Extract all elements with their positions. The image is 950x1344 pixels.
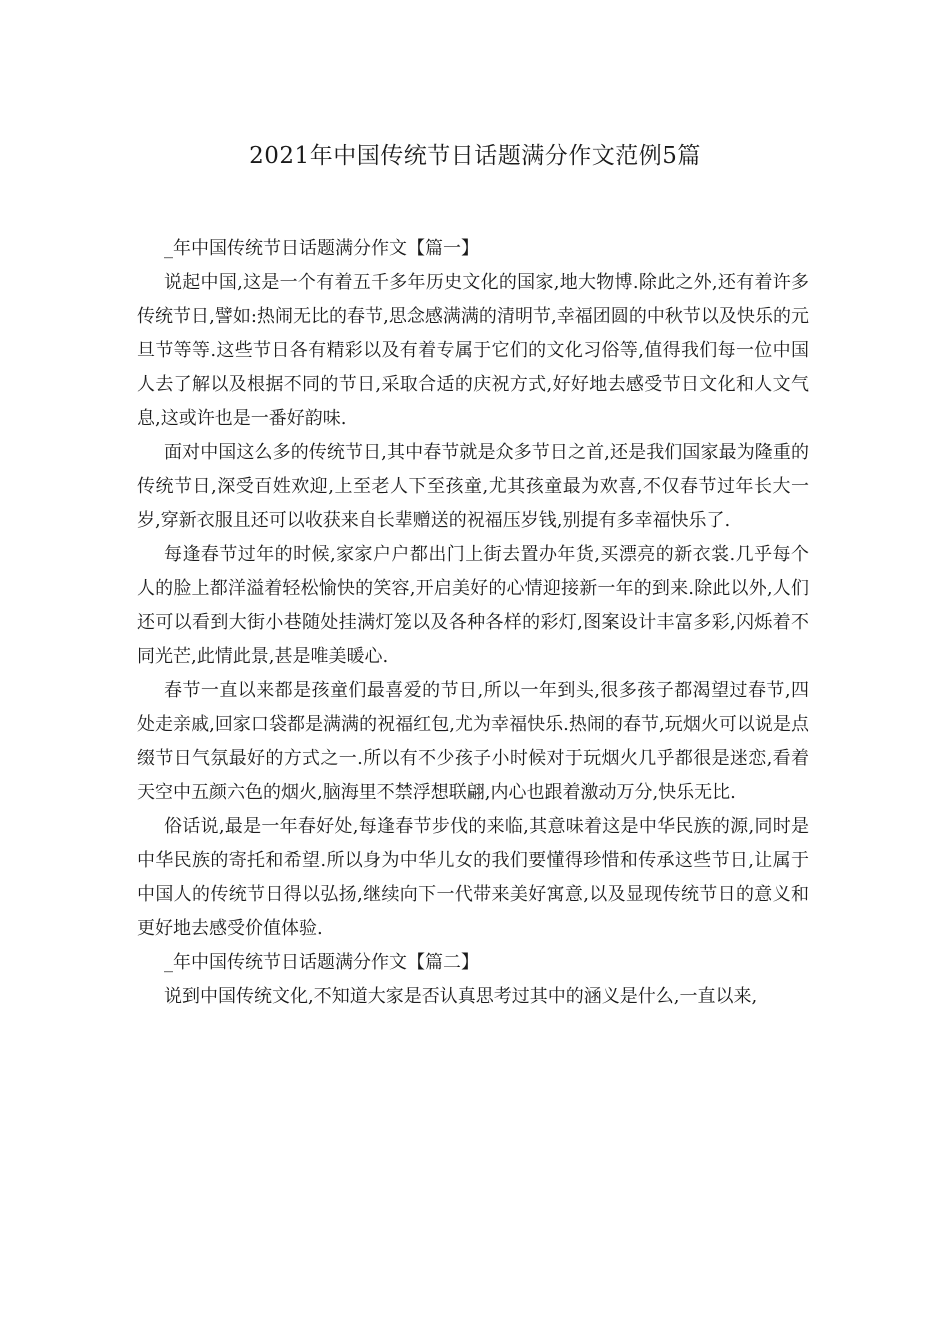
paragraph: 说到中国传统文化,不知道大家是否认真思考过其中的涵义是什么,一直以来,: [164, 986, 758, 1007]
document-body: [137, 232, 809, 1014]
paragraph: 俗话说,最是一年春好处,每逢春节步伐的来临,其意味着这是中华民族的源,同时是中华民族的寄托和希望.所以身为中华儿女的我们要懂得珍惜和传承这些节日,让属于中国人的传统节日得以弘扬,继续向下一代带来美好寓意,以及显现传统节日的意义和更好地去感受价值体验.: [137, 816, 809, 939]
paragraph: 春节一直以来都是孩童们最喜爱的节日,所以一年到头,很多孩子都渴望过春节,四处走亲戚,回家口袋都是满满的祝福红包,尤为幸福快乐.热闹的春节,玩烟火可以说是点缀节日气氛最好的方式之一.所以有不少孩子小时候对于玩烟火几乎都很是迷恋,看着天空中五颜六色的烟火,脑海里不禁浮想联翩,内心也跟着激动万分,快乐无比.: [137, 680, 809, 803]
paragraph: 每逢春节过年的时候,家家户户都出门上街去置办年货,买漂亮的新衣裳.几乎每个人的脸上都洋溢着轻松愉快的笑容,开启美好的心情迎接新一年的到来.除此以外,人们还可以看到大街小巷随处挂满灯笼以及各种各样的彩灯,图案设计丰富多彩,闪烁着不同光芒,此情此景,甚是唯美暖心.: [137, 544, 809, 667]
section-heading: _年中国传统节日话题满分作文【篇一】: [164, 238, 479, 259]
section-heading: _年中国传统节日话题满分作文【篇二】: [164, 952, 479, 973]
paragraph: 面对中国这么多的传统节日,其中春节就是众多节日之首,还是我们国家最为隆重的传统节日,深受百姓欢迎,上至老人下至孩童,尤其孩童最为欢喜,不仅春节过年长大一岁,穿新衣服且还可以收获来自长辈赠送的祝福压岁钱,别提有多幸福快乐了.: [137, 442, 809, 531]
paragraph: 说起中国,这是一个有着五千多年历史文化的国家,地大物博.除此之外,还有着许多传统节日,譬如:热闹无比的春节,思念感满满的清明节,幸福团圆的中秋节以及快乐的元旦节等等.这些节日各有精彩以及有着专属于它们的文化习俗等,值得我们每一位中国人去了解以及根据不同的节日,采取合适的庆祝方式,好好地去感受节日文化和人文气息,这或许也是一番好韵味.: [137, 272, 809, 429]
document-title: 2021年中国传统节日话题满分作文范例5篇: [249, 143, 701, 169]
